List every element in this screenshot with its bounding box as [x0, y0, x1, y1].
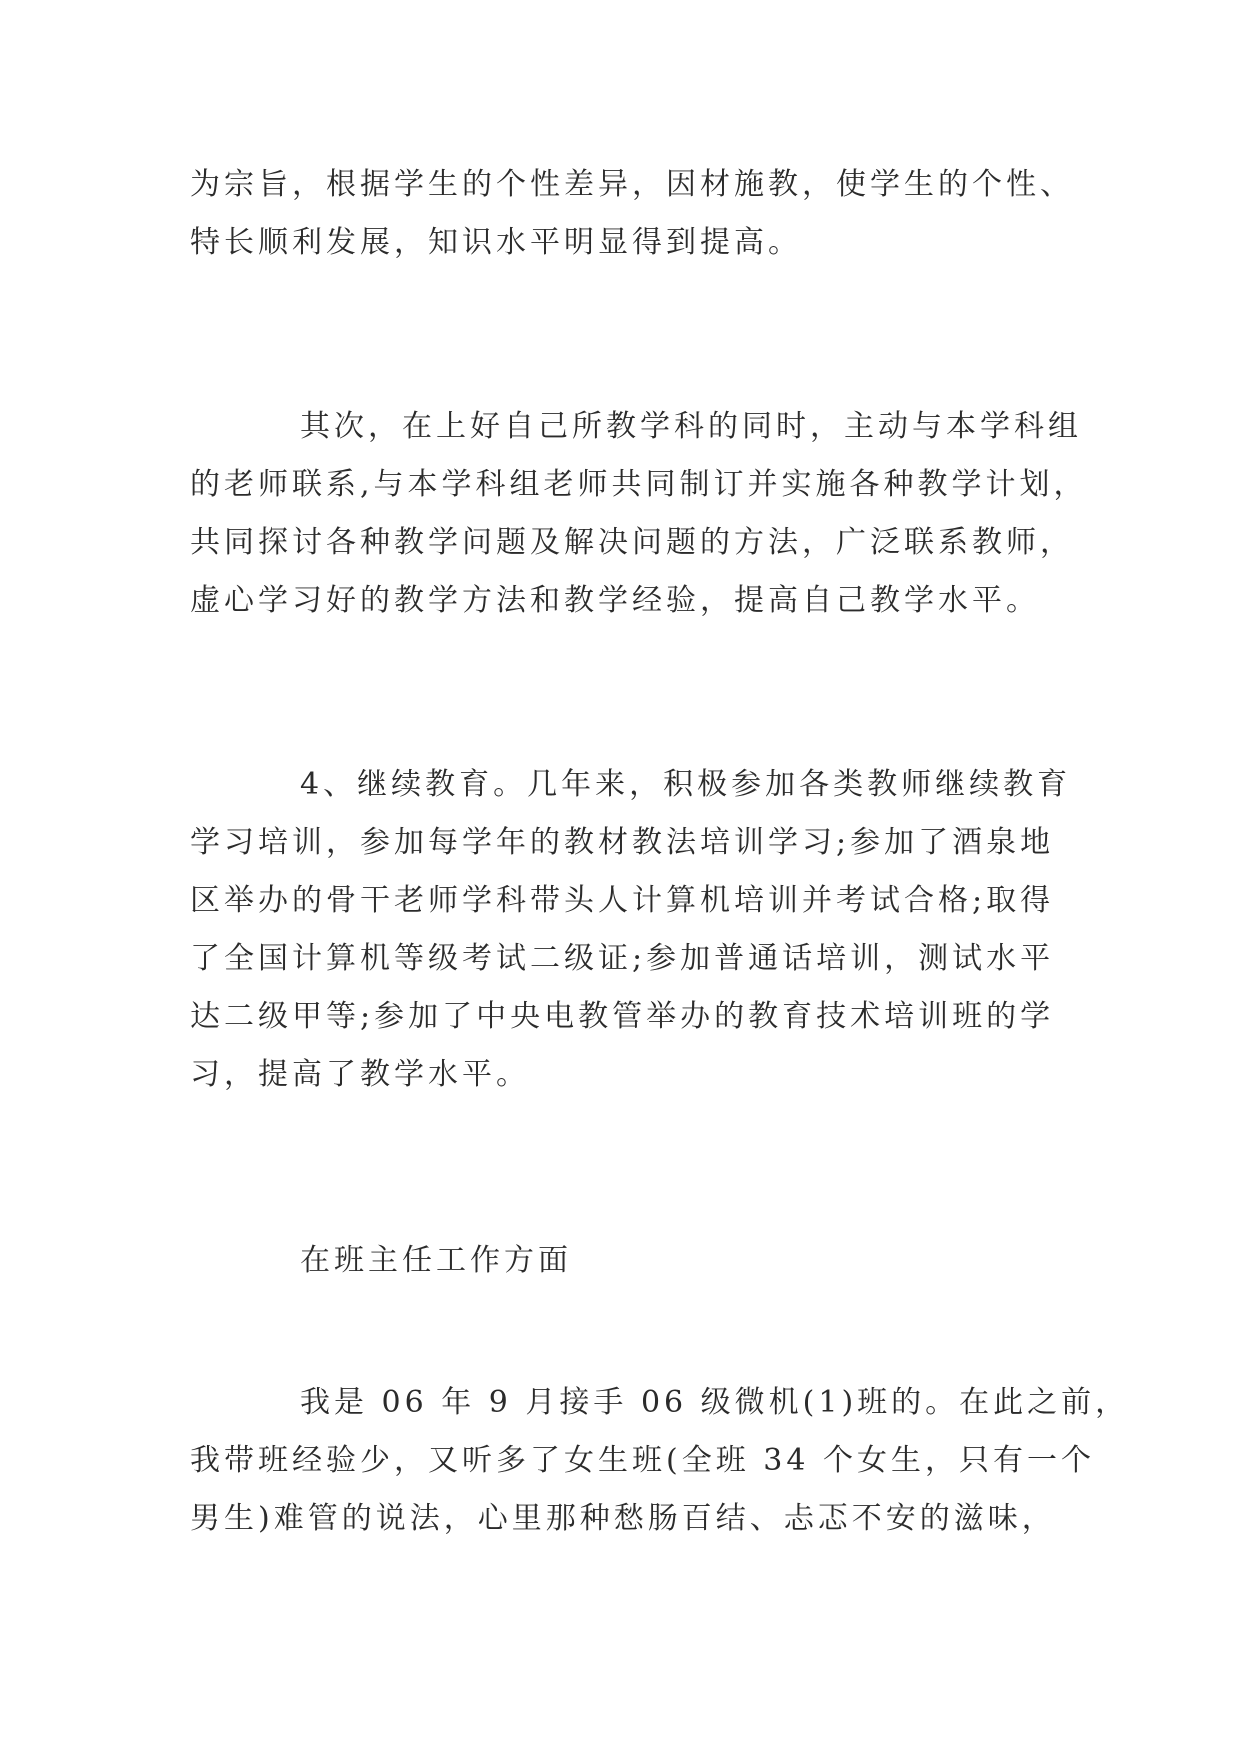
paragraph-2	[190, 398, 1088, 630]
text-line: 达二级甲等;参加了中央电教管举办的教育技术培训班的学	[190, 999, 1055, 1034]
text-line: 的老师联系,与本学科组老师共同制订并实施各种教学计划，	[190, 467, 1088, 502]
text-line: 虚心学习好的教学方法和教学经验，提高自己教学水平。	[190, 583, 1040, 618]
text-line: 共同探讨各种教学问题及解决问题的方法，广泛联系教师，	[190, 525, 1074, 560]
text-line: 特长顺利发展，知识水平明显得到提高。	[190, 225, 802, 260]
text-line: 男生)难管的说法，心里那种愁肠百结、忐忑不安的滋味，	[190, 1501, 1056, 1536]
heading-text: 在班主任工作方面	[300, 1243, 572, 1278]
paragraph-1	[190, 156, 1074, 272]
text-line: 我是 06 年 9 月接手 06 级微机(1)班的。在此之前，	[300, 1385, 1130, 1420]
text-line: 习，提高了教学水平。	[190, 1057, 530, 1092]
paragraph-4	[190, 1374, 1130, 1548]
text-line: 了全国计算机等级考试二级证;参加普通话培训，测试水平	[190, 941, 1055, 976]
text-line: 其次，在上好自己所教学科的同时，主动与本学科组	[300, 409, 1082, 444]
text-line: 区举办的骨干老师学科带头人计算机培训并考试合格;取得	[190, 883, 1055, 918]
text-line: 我带班经验少，又听多了女生班(全班 34 个女生，只有一个	[190, 1443, 1095, 1478]
section-heading	[190, 1232, 1070, 1290]
text-line: 4、继续教育。几年来，积极参加各类教师继续教育	[300, 767, 1072, 802]
text-line: 学习培训，参加每学年的教材教法培训学习;参加了酒泉地	[190, 825, 1055, 860]
text-line: 为宗旨，根据学生的个性差异，因材施教，使学生的个性、	[190, 167, 1074, 202]
paragraph-3	[190, 756, 1070, 1104]
